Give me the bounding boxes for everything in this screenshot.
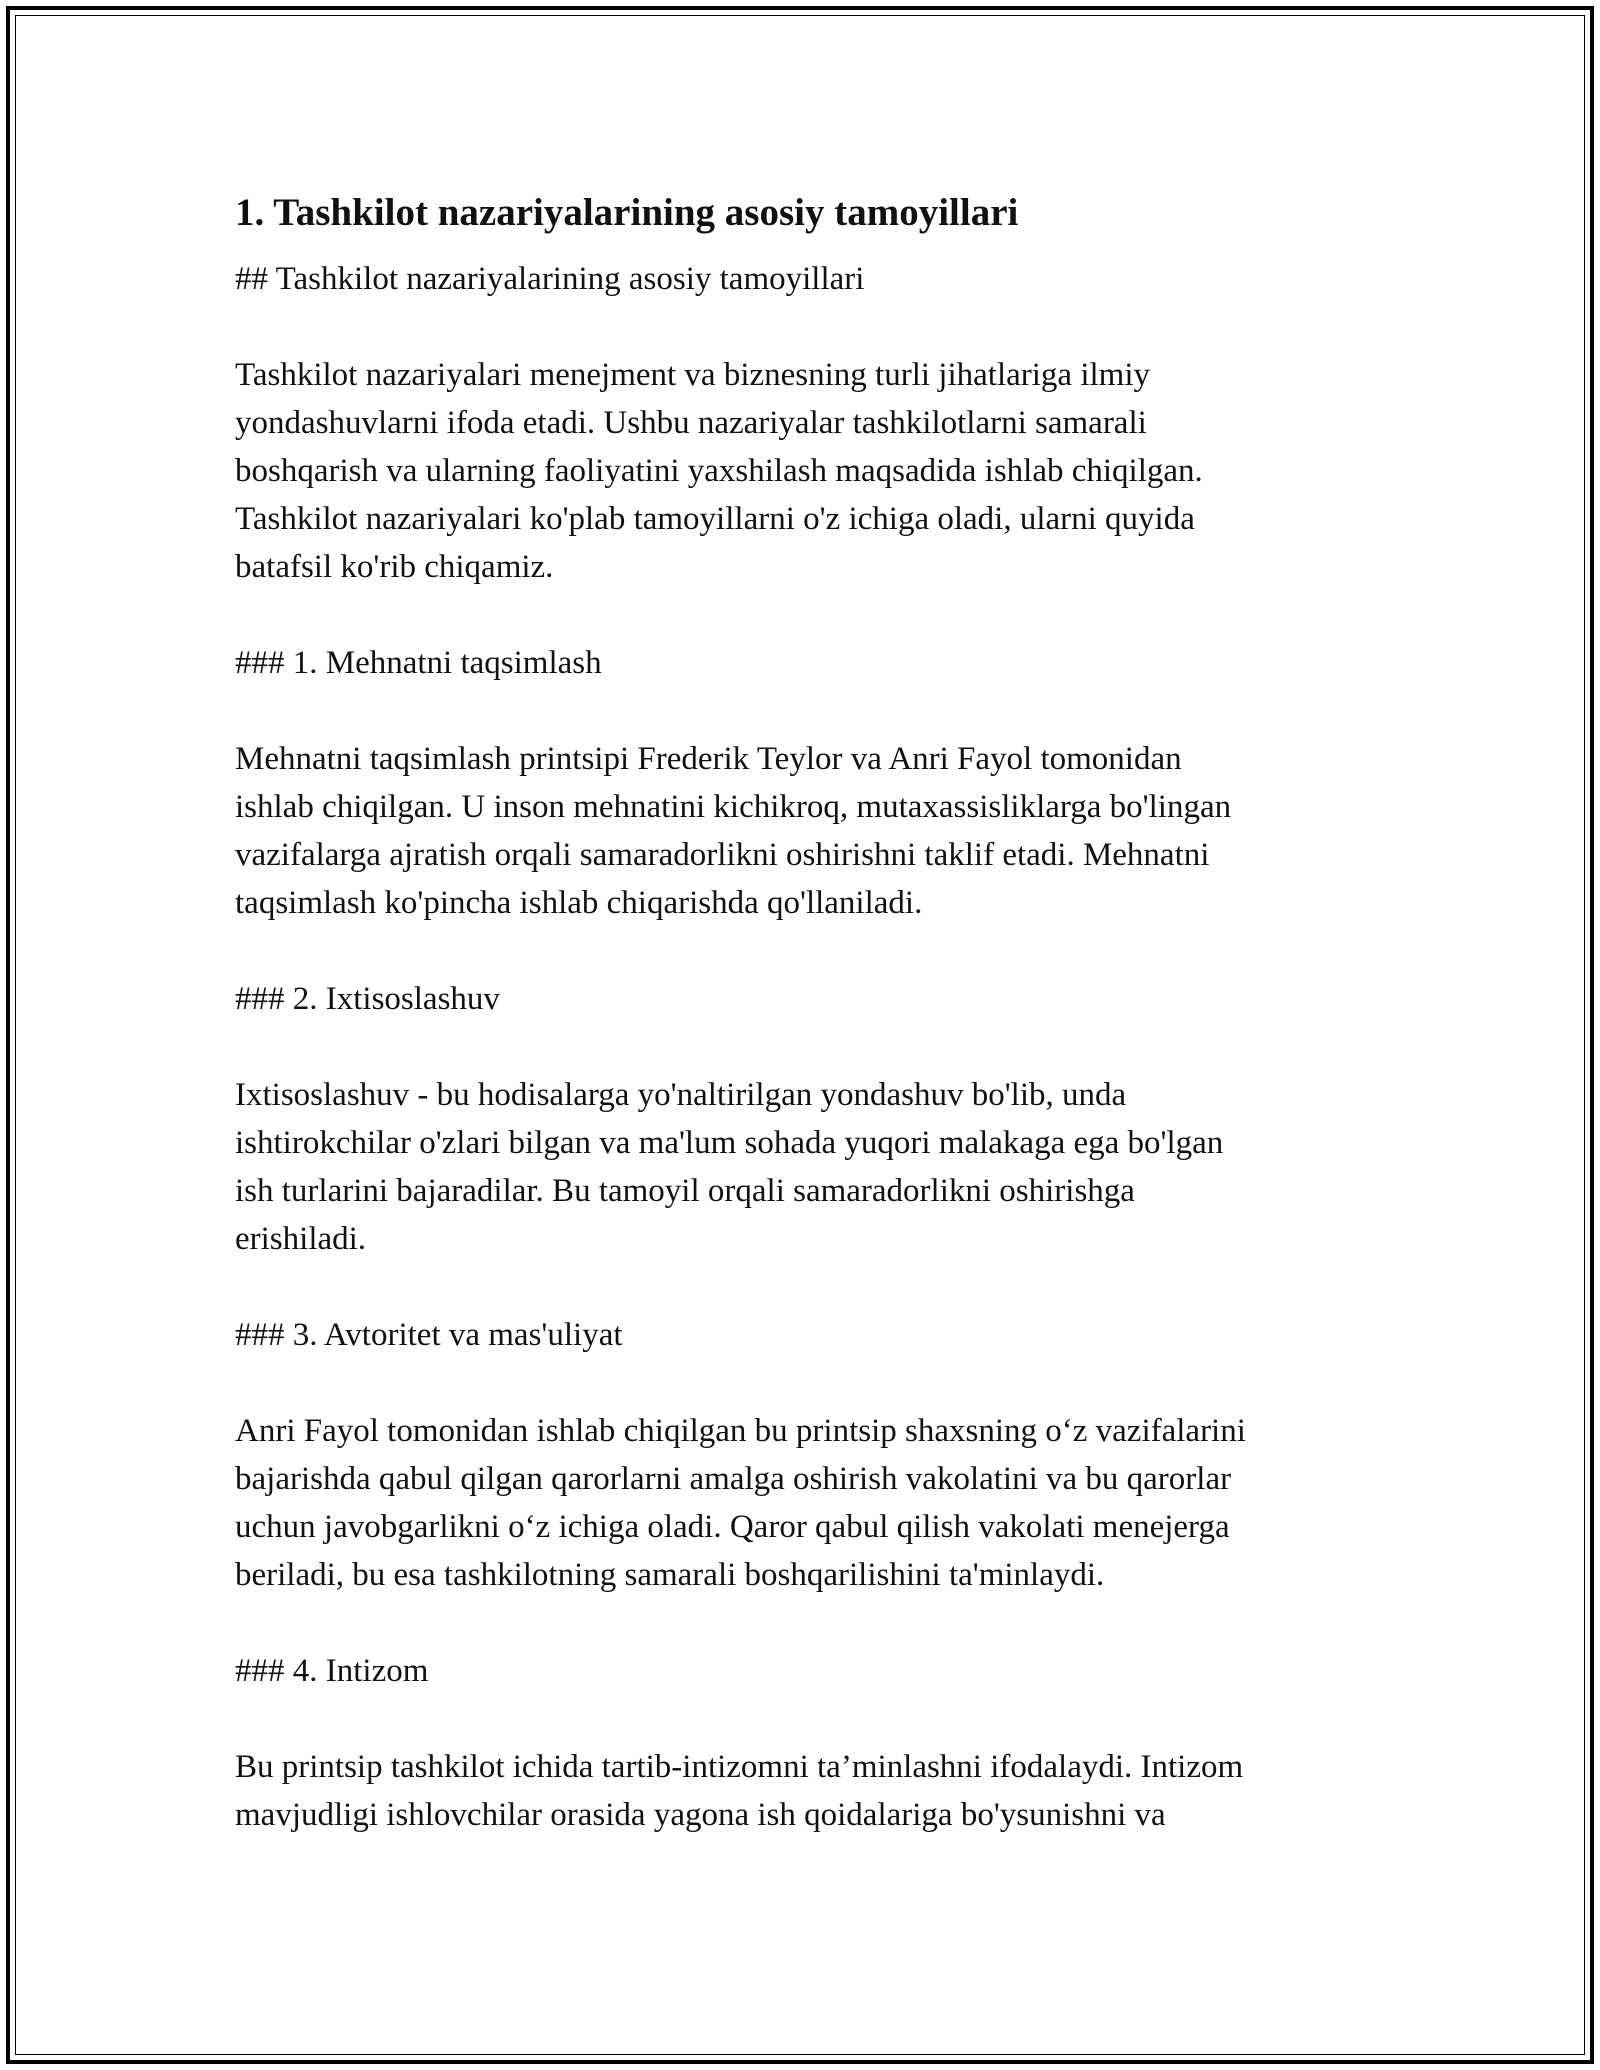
section-heading-ixtisoslashuv: ### 2. Ixtisoslashuv: [235, 981, 500, 1017]
paragraph-line: ishtirokchilar o'zlari bilgan va ma'lum sohada yuqori malakaga ega bo'lgan: [235, 1125, 1224, 1161]
paragraph-line: vazifalarga ajratish orqali samaradorlikni oshirishni taklif etadi. Mehnatni: [235, 837, 1210, 873]
paragraph-line: boshqarish va ularning faoliyatini yaxshilash maqsadida ishlab chiqilgan.: [235, 453, 1203, 489]
paragraph-line: Bu printsip tashkilot ichida tartib-intizomni ta’minlashni ifodalaydi. Intizom: [235, 1749, 1244, 1785]
section-heading-mehnatni-taqsimlash: ### 1. Mehnatni taqsimlash: [235, 645, 602, 681]
paragraph-line: erishiladi.: [235, 1221, 367, 1257]
paragraph-line: uchun javobgarlikni o‘z ichiga oladi. Qaror qabul qilish vakolati menejerga: [235, 1509, 1230, 1545]
section-paragraph-avtoritet: [235, 1407, 1405, 1599]
intro-paragraph: [235, 351, 1405, 591]
paragraph-line: Mehnatni taqsimlash printsipi Frederik Teylor va Anri Fayol tomonidan: [235, 741, 1182, 777]
paragraph-line: mavjudligi ishlovchilar orasida yagona ish qoidalariga bo'ysunishni va: [235, 1797, 1166, 1833]
document-title: 1. Tashkilot nazariyalarining asosiy tamoyillari: [235, 191, 1019, 234]
section-paragraph-intizom: [235, 1743, 1405, 1839]
paragraph-line: taqsimlash ko'pincha ishlab chiqarishda qo'llaniladi.: [235, 885, 923, 921]
section-paragraph-mehnatni-taqsimlash: [235, 735, 1405, 927]
section-paragraph-ixtisoslashuv: [235, 1071, 1405, 1263]
document-body: [235, 185, 1405, 1887]
paragraph-line: yondashuvlarni ifoda etadi. Ushbu nazariyalar tashkilotlarni samarali: [235, 405, 1147, 441]
paragraph-line: Anri Fayol tomonidan ishlab chiqilgan bu printsip shaxsning o‘z vazifalarini: [235, 1413, 1246, 1449]
section-heading-intizom: ### 4. Intizom: [235, 1653, 429, 1689]
paragraph-line: ish turlarini bajaradilar. Bu tamoyil orqali samaradorlikni oshirishga: [235, 1173, 1135, 1209]
paragraph-line: bajarishda qabul qilgan qarorlarni amalga oshirish vakolatini va bu qarorlar: [235, 1461, 1232, 1497]
paragraph-line: beriladi, bu esa tashkilotning samarali boshqarilishini ta'minlaydi.: [235, 1557, 1105, 1593]
paragraph-line: batafsil ko'rib chiqamiz.: [235, 549, 554, 585]
paragraph-line: Tashkilot nazariyalari ko'plab tamoyillarni o'z ichiga oladi, ularni quyida: [235, 501, 1195, 537]
section-heading-avtoritet: ### 3. Avtoritet va mas'uliyat: [235, 1317, 623, 1353]
paragraph-line: ishlab chiqilgan. U inson mehnatini kichikroq, mutaxassisliklarga bo'lingan: [235, 789, 1232, 825]
paragraph-line: Ixtisoslashuv - bu hodisalarga yo'naltirilgan yondashuv bo'lib, unda: [235, 1077, 1127, 1113]
document-subheading: ## Tashkilot nazariyalarining asosiy tamoyillari: [235, 261, 865, 297]
paragraph-line: Tashkilot nazariyalari menejment va biznesning turli jihatlariga ilmiy: [235, 357, 1150, 393]
